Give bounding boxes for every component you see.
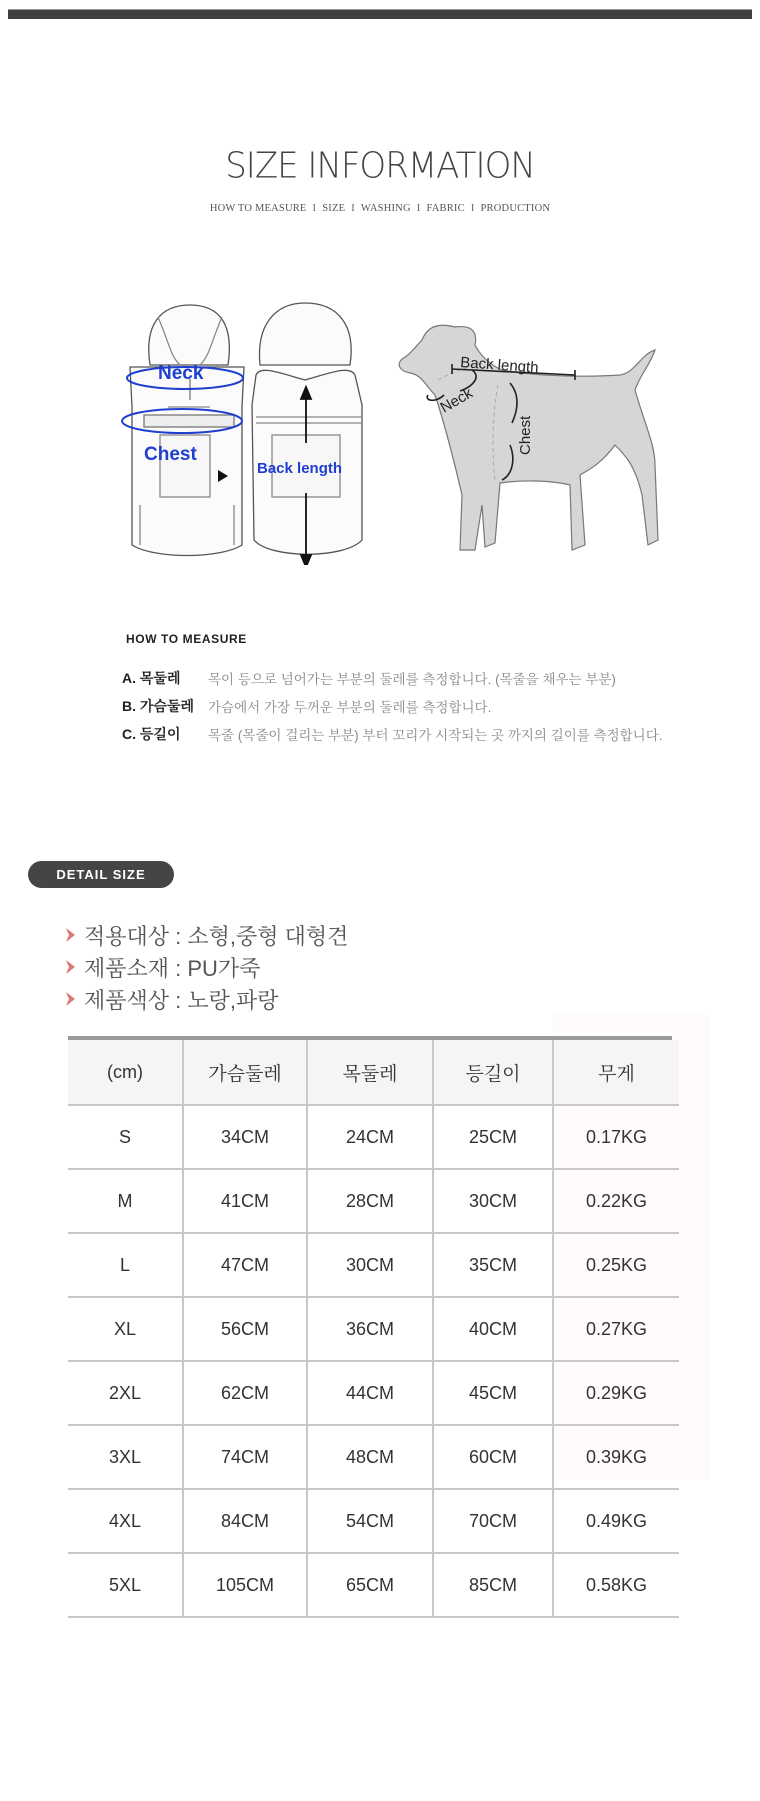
cell-neck: 44CM [307, 1361, 433, 1425]
header-unit: (cm) [68, 1040, 183, 1105]
subnav-separator: I [312, 203, 317, 214]
cell-size: S [68, 1105, 183, 1169]
dog-illustration [399, 325, 658, 550]
cell-weight: 0.58KG [553, 1553, 679, 1617]
cell-chest: 62CM [183, 1361, 307, 1425]
cell-size: 5XL [68, 1553, 183, 1617]
dog-neck-label: Neck [437, 384, 476, 417]
section-subnav [0, 203, 760, 214]
cell-weight: 0.22KG [553, 1169, 679, 1233]
table-row [68, 1297, 679, 1361]
cell-chest: 47CM [183, 1233, 307, 1297]
cell-size: L [68, 1233, 183, 1297]
cell-back-length: 40CM [433, 1297, 553, 1361]
cell-size: 4XL [68, 1489, 183, 1553]
cell-back-length: 25CM [433, 1105, 553, 1169]
spec-item-material [64, 952, 260, 982]
spec-item-color [64, 984, 278, 1014]
cell-weight: 0.27KG [553, 1297, 679, 1361]
top-divider-bar [8, 9, 752, 19]
measure-description: 가슴에서 가장 두꺼운 부분의 둘레를 측정합니다. [208, 700, 492, 715]
cell-chest: 84CM [183, 1489, 307, 1553]
cell-neck: 36CM [307, 1297, 433, 1361]
spec-text: 제품색상 : 노랑,파랑 [84, 987, 279, 1013]
cell-size: 2XL [68, 1361, 183, 1425]
subnav-separator: I [351, 203, 355, 214]
cell-weight: 0.39KG [553, 1425, 679, 1489]
header-neck: 목둘레 [307, 1040, 433, 1105]
cell-weight: 0.49KG [553, 1489, 679, 1553]
subnav-separator: I [416, 203, 421, 214]
measure-label: B. 가슴둘레 [122, 698, 194, 714]
cell-back-length: 85CM [433, 1553, 553, 1617]
spec-text: 적용대상 : 소형,중형 대형견 [84, 923, 349, 949]
measure-description: 목이 등으로 넘어가는 부분의 둘레를 측정합니다. (목줄을 채우는 부분) [208, 672, 616, 687]
spec-text: 제품소재 : PU가죽 [84, 955, 261, 981]
measure-label: A. 목둘레 [122, 670, 181, 686]
subnav-how-to-measure: HOW TO MEASURE [209, 203, 307, 214]
cell-back-length: 45CM [433, 1361, 553, 1425]
cell-neck: 24CM [307, 1105, 433, 1169]
subnav-washing: WASHING [360, 203, 411, 214]
chevron-right-icon [64, 925, 78, 945]
measure-description: 목줄 (목줄이 걸리는 부분) 부터 꼬리가 시작되는 곳 까지의 길이를 측정합니다. [208, 728, 663, 743]
table-row [68, 1361, 679, 1425]
subnav-fabric: FABRIC [426, 203, 465, 214]
garment-back-illustration [252, 303, 362, 554]
cell-back-length: 35CM [433, 1233, 553, 1297]
cell-neck: 54CM [307, 1489, 433, 1553]
table-row [68, 1425, 679, 1489]
page-title: SIZE INFORMATION [225, 145, 535, 187]
cell-chest: 34CM [183, 1105, 307, 1169]
cell-chest: 56CM [183, 1297, 307, 1361]
cell-size: XL [68, 1297, 183, 1361]
cell-chest: 41CM [183, 1169, 307, 1233]
cell-chest: 74CM [183, 1425, 307, 1489]
cell-size: M [68, 1169, 183, 1233]
header-back-length: 등길이 [433, 1040, 553, 1105]
subnav-separator: I [470, 203, 475, 214]
table-row [68, 1233, 679, 1297]
chevron-right-icon [64, 989, 78, 1009]
cell-back-length: 30CM [433, 1169, 553, 1233]
table-row [68, 1489, 679, 1553]
dog-chest-label: Chest [517, 415, 534, 455]
cell-neck: 28CM [307, 1169, 433, 1233]
dog-back-length-label: Back length [459, 354, 540, 377]
table-row [68, 1169, 679, 1233]
cell-neck: 65CM [307, 1553, 433, 1617]
how-to-measure-heading: HOW TO MEASURE [126, 632, 247, 646]
garment-chest-label: Chest [144, 444, 197, 465]
table-row [68, 1105, 679, 1169]
garment-front-illustration [122, 305, 244, 556]
table-header-row [68, 1040, 679, 1105]
garment-neck-label: Neck [158, 363, 204, 384]
header-weight: 무게 [553, 1040, 679, 1105]
cell-back-length: 70CM [433, 1489, 553, 1553]
cell-neck: 30CM [307, 1233, 433, 1297]
cell-weight: 0.25KG [553, 1233, 679, 1297]
spec-item-target [64, 920, 348, 950]
header-chest: 가슴둘레 [183, 1040, 307, 1105]
cell-weight: 0.17KG [553, 1105, 679, 1169]
cell-back-length: 60CM [433, 1425, 553, 1489]
subnav-size: SIZE [322, 203, 346, 214]
subnav-production: PRODUCTION [480, 203, 551, 214]
cell-size: 3XL [68, 1425, 183, 1489]
detail-size-badge: DETAIL SIZE [28, 861, 174, 888]
table-row [68, 1553, 679, 1617]
measure-label: C. 등길이 [122, 726, 181, 742]
chevron-right-icon [64, 957, 78, 977]
measurement-diagram [110, 295, 670, 565]
garment-back-length-label: Back length [257, 460, 343, 477]
cell-neck: 48CM [307, 1425, 433, 1489]
cell-chest: 105CM [183, 1553, 307, 1617]
cell-weight: 0.29KG [553, 1361, 679, 1425]
